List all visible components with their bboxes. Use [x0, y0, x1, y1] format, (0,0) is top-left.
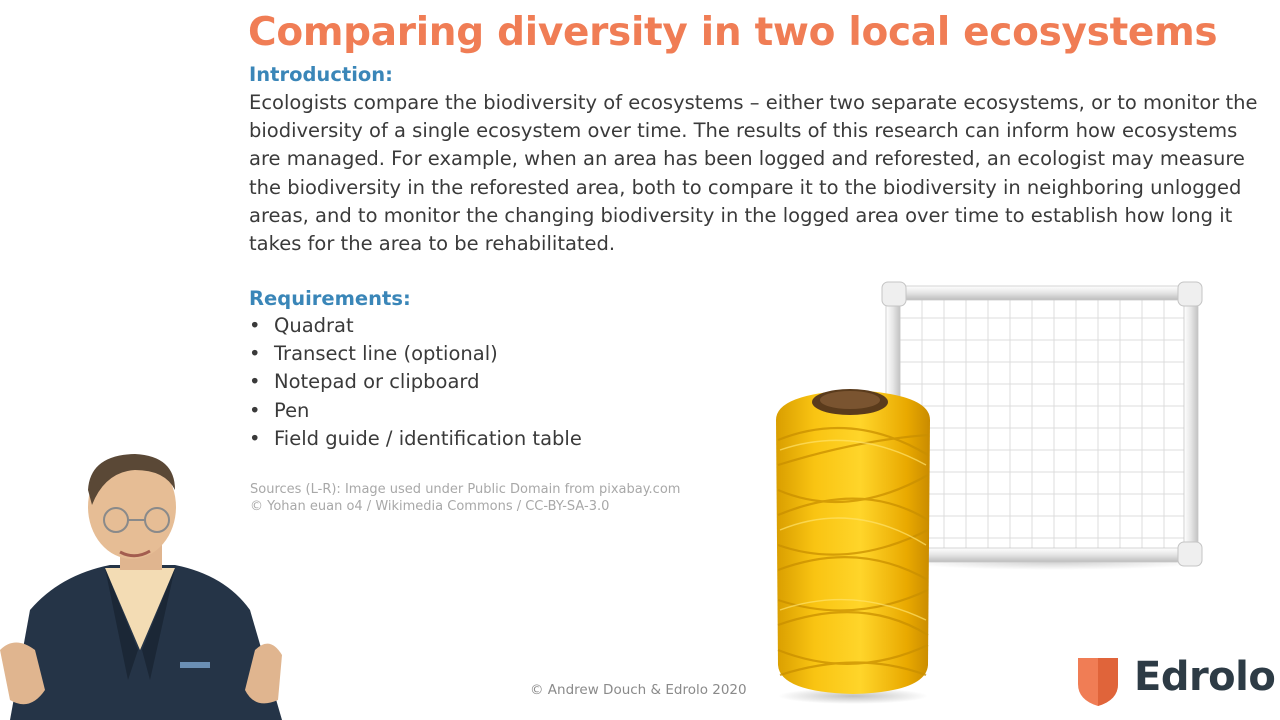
bullet: • [249, 314, 261, 337]
requirements-heading: Requirements: [249, 287, 411, 310]
list-item [249, 312, 582, 340]
sources-line-2: © Yohan euan o4 / Wikimedia Commons / CC-BY-SA-3.0 [250, 498, 610, 514]
bullet: • [249, 426, 261, 450]
list-item [249, 397, 582, 425]
presenter-video [0, 450, 290, 720]
list-item-label: Field guide / identification table [274, 426, 582, 450]
list-item-label: Notepad or clipboard [274, 370, 480, 394]
slide-title: Comparing diversity in two local ecosystems [248, 10, 1218, 55]
twine-image [768, 380, 938, 705]
requirements-list [249, 312, 582, 453]
introduction-body: Ecologists compare the biodiversity of ecosystems – either two separate ecosystems, or to monitor the biodiversity of a single ecosystem over time. The results of this research can inform how ecosystems are managed. For example, when an area has been logged and reforested, an ecologist may measure the biodiversity in the reforested area, both to compare it to the biodiversity in neighboring unlogged areas, and to monitor the changing biodiversity in the logged area over time to establish how long it takes for the area to be rehabilitated. [249, 91, 1258, 256]
list-item [249, 425, 582, 453]
bullet: • [249, 370, 261, 394]
list-item-label: Pen [274, 398, 310, 422]
brand-name: Edrolo [1134, 654, 1276, 700]
copyright-notice: © Andrew Douch & Edrolo 2020 [530, 682, 747, 698]
image-sources [250, 482, 680, 515]
shield-icon [1076, 656, 1120, 708]
list-item [249, 368, 582, 396]
list-item-label: Quadrat [274, 314, 354, 337]
introduction-heading: Introduction: [249, 63, 393, 86]
sources-line-1: Sources (L-R): Image used under Public Domain from pixabay.com [250, 482, 681, 497]
edrolo-logo [1076, 654, 1276, 710]
bullet: • [249, 342, 261, 366]
bullet: • [249, 398, 261, 422]
list-item-label: Transect line (optional) [274, 342, 498, 366]
list-item [249, 340, 582, 368]
